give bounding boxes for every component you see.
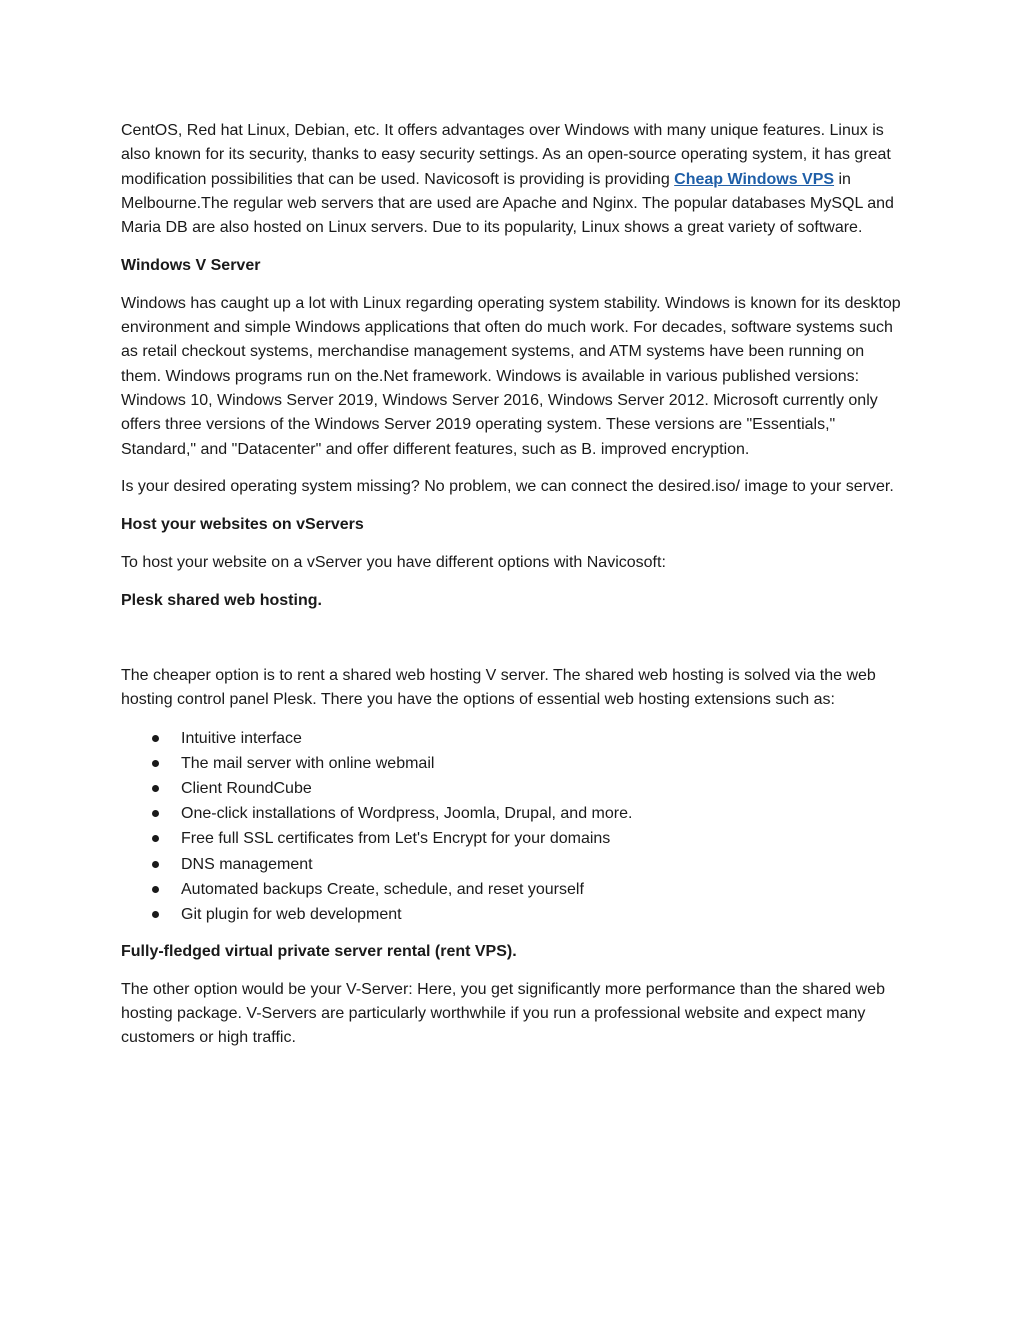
intro-text-before-link: CentOS, Red hat Linux, Debian, etc. It offers advantages over Windows with many unique features. Linux is also known for its security, thanks to easy security settings. As an open-source operating system, it has great modification possibilities that can be used. Navicosoft is providing is providing xyxy=(121,122,891,188)
bullet-icon xyxy=(152,785,159,792)
intro-text-after-link: in Melbourne.The regular web servers that are used are Apache and Nginx. The popular databases MySQL and Maria DB are also hosted on Linux servers. Due to its popularity, Linux shows a great variety of software. xyxy=(121,170,894,237)
bullet-icon xyxy=(152,861,159,868)
list-item xyxy=(121,776,907,801)
windows-section-paragraph: Windows has caught up a lot with Linux regarding operating system stability. Windows is known for its desktop environment and simple Windows applications that often do much work. For decades, software systems such as retail checkout systems, merchandise management systems, and ATM systems have been running on them. Windows programs run on the.Net framework. Windows is available in various published versions: Windows 10, Windows Server 2019, Windows Server 2016, Windows Server 2012. Microsoft currently only offers three versions of the Windows Server 2019 operating system. These versions are "Essentials," Standard," and "Datacenter" and offer different features, such as B. improved encryption. xyxy=(121,294,901,458)
bullet-icon xyxy=(152,911,159,918)
list-item-text: Client RoundCube xyxy=(181,780,312,798)
list-item-text: Free full SSL certificates from Let's Encrypt for your domains xyxy=(181,830,611,848)
vps-section-heading: Fully-fledged virtual private server rental (rent VPS). xyxy=(121,942,517,960)
list-item xyxy=(121,852,907,877)
list-item xyxy=(121,902,907,927)
bullet-icon xyxy=(152,735,159,742)
list-item xyxy=(121,826,907,851)
bullet-icon xyxy=(152,835,159,842)
plesk-section-heading: Plesk shared web hosting. xyxy=(121,591,322,609)
list-item-text: One-click installations of Wordpress, Joomla, Drupal, and more. xyxy=(181,805,633,823)
windows-section-heading: Windows V Server xyxy=(121,256,261,274)
document-page xyxy=(121,119,907,1064)
vps-section-paragraph: The other option would be your V-Server: Here, you get significantly more performance than the shared web hosting package. V-Servers are particularly worthwhile if you run a professional website and expect many customers or high traffic. xyxy=(121,980,885,1047)
bullet-icon xyxy=(152,810,159,817)
list-item-text: Automated backups Create, schedule, and reset yourself xyxy=(181,880,584,898)
host-section-paragraph: To host your website on a vServer you have different options with Navicosoft: xyxy=(121,553,666,571)
host-section-heading: Host your websites on vServers xyxy=(121,516,364,534)
list-item xyxy=(121,801,907,826)
list-item xyxy=(121,877,907,902)
bullet-icon xyxy=(152,886,159,893)
list-item-text: The mail server with online webmail xyxy=(181,754,435,772)
plesk-features-list xyxy=(121,726,907,928)
list-item xyxy=(121,726,907,751)
bullet-icon xyxy=(152,760,159,767)
list-item-text: DNS management xyxy=(181,855,313,873)
iso-image-paragraph: Is your desired operating system missing? No problem, we can connect the desired.iso/ image to your server. xyxy=(121,478,894,496)
plesk-section-paragraph: The cheaper option is to rent a shared web hosting V server. The shared web hosting is solved via the web hosting control panel Plesk. There you have the options of essential web hosting extensions such as: xyxy=(121,666,876,708)
list-item-text: Git plugin for web development xyxy=(181,906,402,924)
list-item xyxy=(121,751,907,776)
list-item-text: Intuitive interface xyxy=(181,729,302,747)
intro-paragraph xyxy=(121,119,907,240)
cheap-windows-vps-link[interactable]: Cheap Windows VPS xyxy=(674,170,835,188)
blank-line-spacer xyxy=(121,627,907,664)
